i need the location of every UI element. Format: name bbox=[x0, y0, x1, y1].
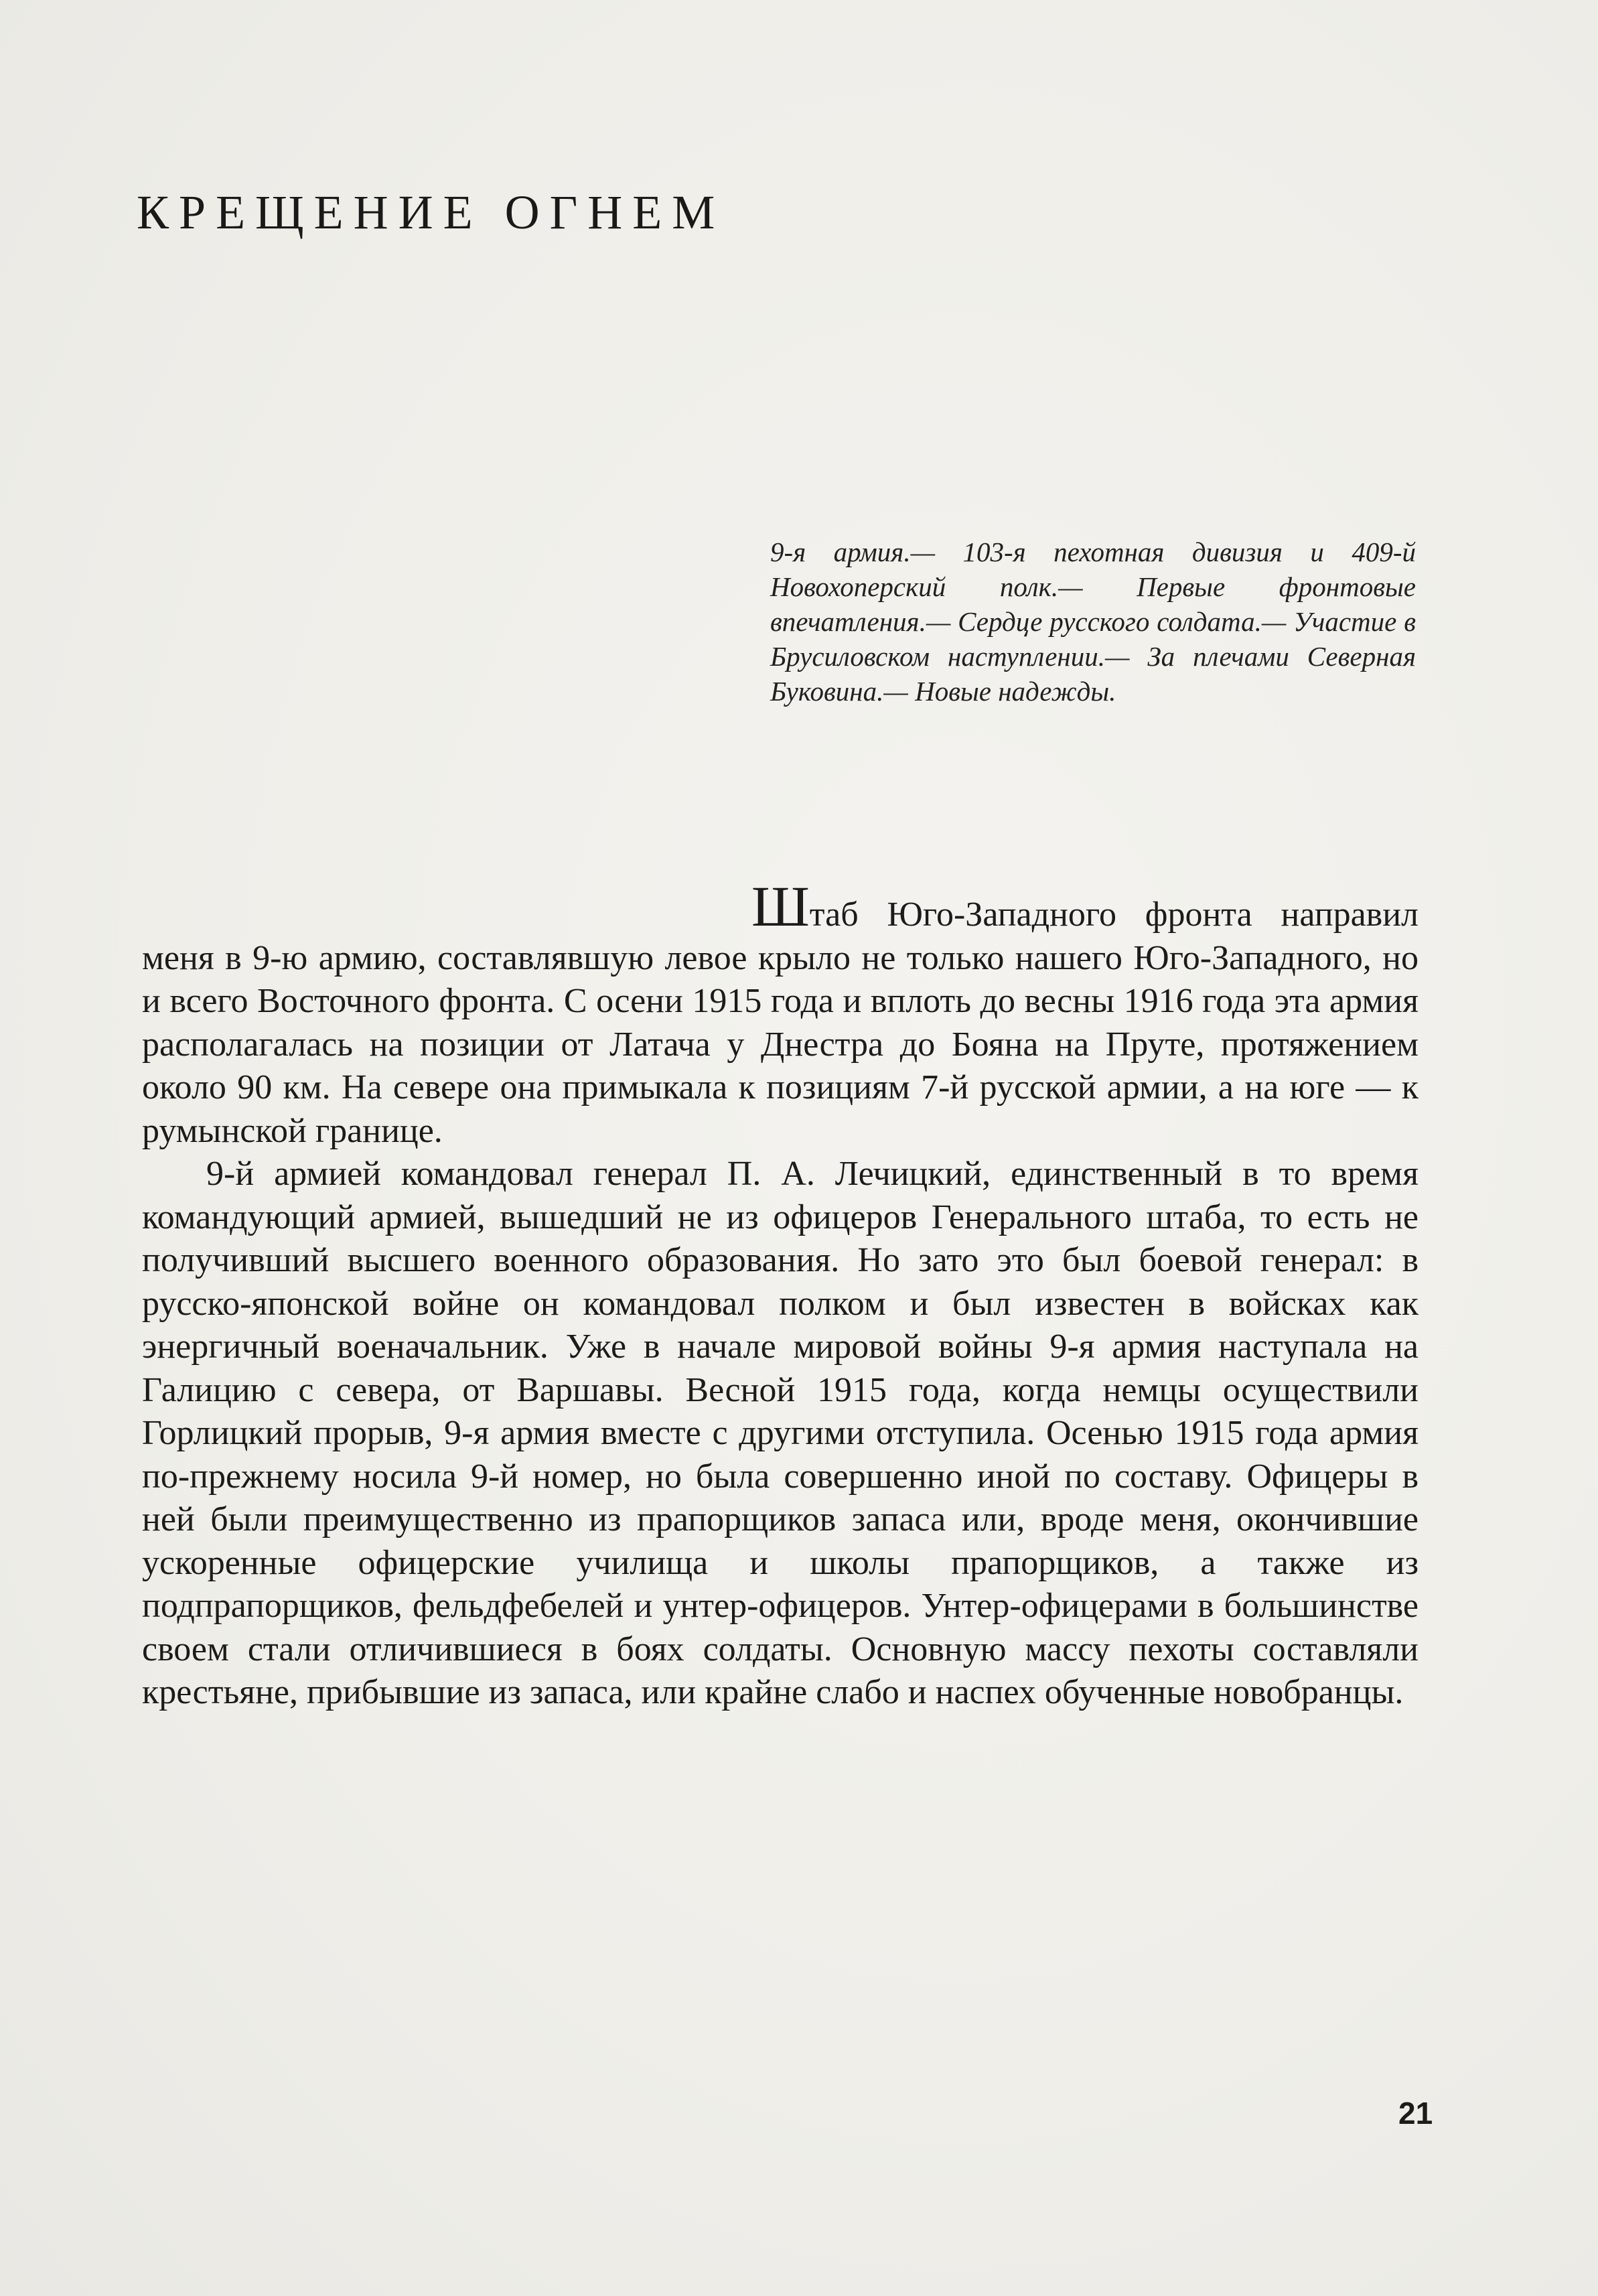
paragraph-1-text: таб Юго-Западного фронта направил меня в 9-ю армию, составлявшую левое крыло не только нашего Юго-Западного, но и всего Восточного фронта. С осени 1915 года и вплоть до весны 1916 года эта армия располагалась на позиции от Латача у Днестра до Бояна на Пруте, протяжением около 90 км. На севере она примыкала к позициям 7-й русской армии, а на юге — к румынской границе. bbox=[142, 895, 1419, 1150]
drop-cap: Ш bbox=[751, 874, 810, 938]
page-number: 21 bbox=[1398, 2096, 1433, 2131]
paragraph-1 bbox=[142, 874, 1419, 1153]
chapter-epigraph: 9-я армия.— 103-я пехотная дивизия и 409-й Новохоперский полк.— Первые фронтовые впечатления.— Сердце русского солдата.— Участие в Брусиловском наступлении.— За плечами Северная Буковина.— Новые надежды. bbox=[770, 536, 1416, 707]
chapter-title: КРЕЩЕНИЕ ОГНЕМ bbox=[137, 186, 725, 240]
chapter-body bbox=[142, 874, 1419, 1715]
paragraph-2: 9-й армией командовал генерал П. А. Лечицкий, единственный в то время командующий армией, вышедший не из офицеров Генерального штаба, то есть не получивший высшего военного образования. Но зато это был боевой генерал: в русско-японской войне он командовал полком и был известен в войсках как энергичный военачальник. Уже в начале мировой войны 9-я армия наступала на Галицию с севера, от Варшавы. Весной 1915 года, когда немцы осуществили Горлицкий прорыв, 9-я армия вместе с другими отступила. Осенью 1915 года армия по-прежнему носила 9-й номер, но была совершенно иной по составу. Офицеры в ней были преимущественно из прапорщиков запаса или, вроде меня, окончившие ускоренные офицерские училища и школы прапорщиков, а также из подпрапорщиков, фельдфебелей и унтер-офицеров. Унтер-офицерами в большинстве своем стали отличившиеся в боях солдаты. Основную массу пехоты составляли крестьяне, прибывшие из запаса, или крайне слабо и наспех обученные новобранцы. bbox=[142, 1155, 1419, 1711]
